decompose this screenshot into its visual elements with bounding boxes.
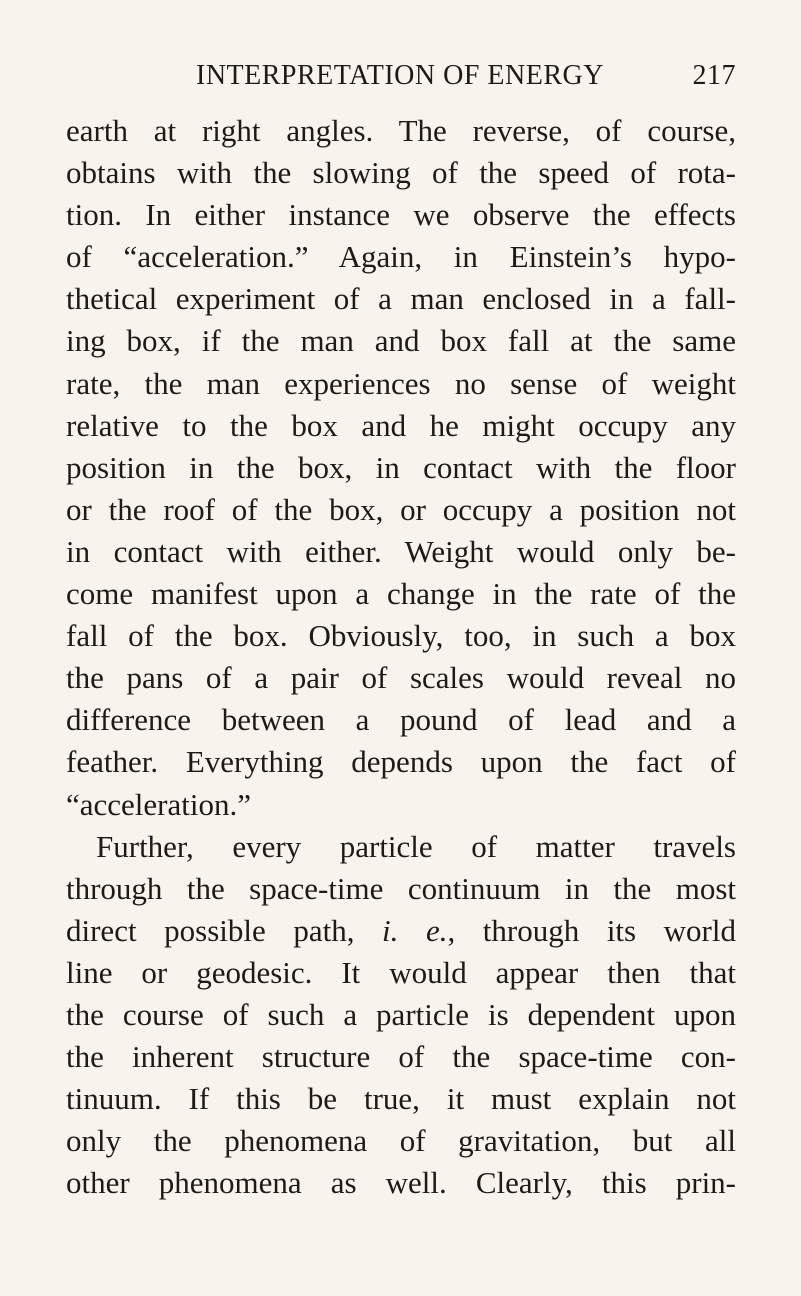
text-line: rate, the man experiences no sense of weight — [66, 365, 736, 401]
running-head — [196, 60, 736, 96]
running-title: INTERPRETATION OF ENERGY — [196, 60, 604, 91]
text-line: the course of such a particle is dependent upon — [66, 996, 736, 1032]
text-line: ing box, if the man and box fall at the same — [66, 323, 736, 359]
text-line: relative to the box and he might occupy any — [66, 407, 736, 443]
text-line: difference between a pound of lead and a — [66, 702, 736, 738]
text-line: feather. Everything depends upon the fact of — [66, 744, 736, 780]
italic-abbreviation: i. e. — [382, 912, 448, 948]
text-line: or the roof of the box, or occupy a position not — [66, 491, 736, 527]
page-number: 217 — [692, 60, 736, 91]
text-line: the inherent structure of the space-time con- — [66, 1039, 736, 1075]
body-text — [66, 110, 736, 1204]
text-line: Further, every particle of matter travels — [96, 828, 736, 864]
text-line: “acceleration.” — [66, 786, 251, 822]
text-line: only the phenomena of gravitation, but all — [66, 1123, 736, 1159]
text-line: position in the box, in contact with the floor — [66, 449, 736, 485]
text-line: thetical experiment of a man enclosed in a fall- — [66, 281, 736, 317]
text-line: of “acceleration.” Again, in Einstein’s hypo- — [66, 239, 736, 275]
text-line: the pans of a pair of scales would reveal no — [66, 660, 736, 696]
text-line: direct possible path, i. e., through its world — [66, 912, 736, 948]
text-line: line or geodesic. It would appear then that — [66, 954, 736, 990]
text-line: other phenomena as well. Clearly, this prin- — [66, 1165, 736, 1201]
text-line: tion. In either instance we observe the effects — [66, 197, 736, 233]
text-line: tinuum. If this be true, it must explain not — [66, 1081, 736, 1117]
text-line: obtains with the slowing of the speed of rota- — [66, 155, 736, 191]
text-line: through the space-time continuum in the most — [66, 870, 736, 906]
text-line: earth at right angles. The reverse, of course, — [66, 113, 736, 148]
text-line: in contact with either. Weight would only be- — [66, 533, 736, 569]
text-line: come manifest upon a change in the rate of the — [66, 576, 736, 612]
text-line: fall of the box. Obviously, too, in such a box — [66, 618, 736, 654]
